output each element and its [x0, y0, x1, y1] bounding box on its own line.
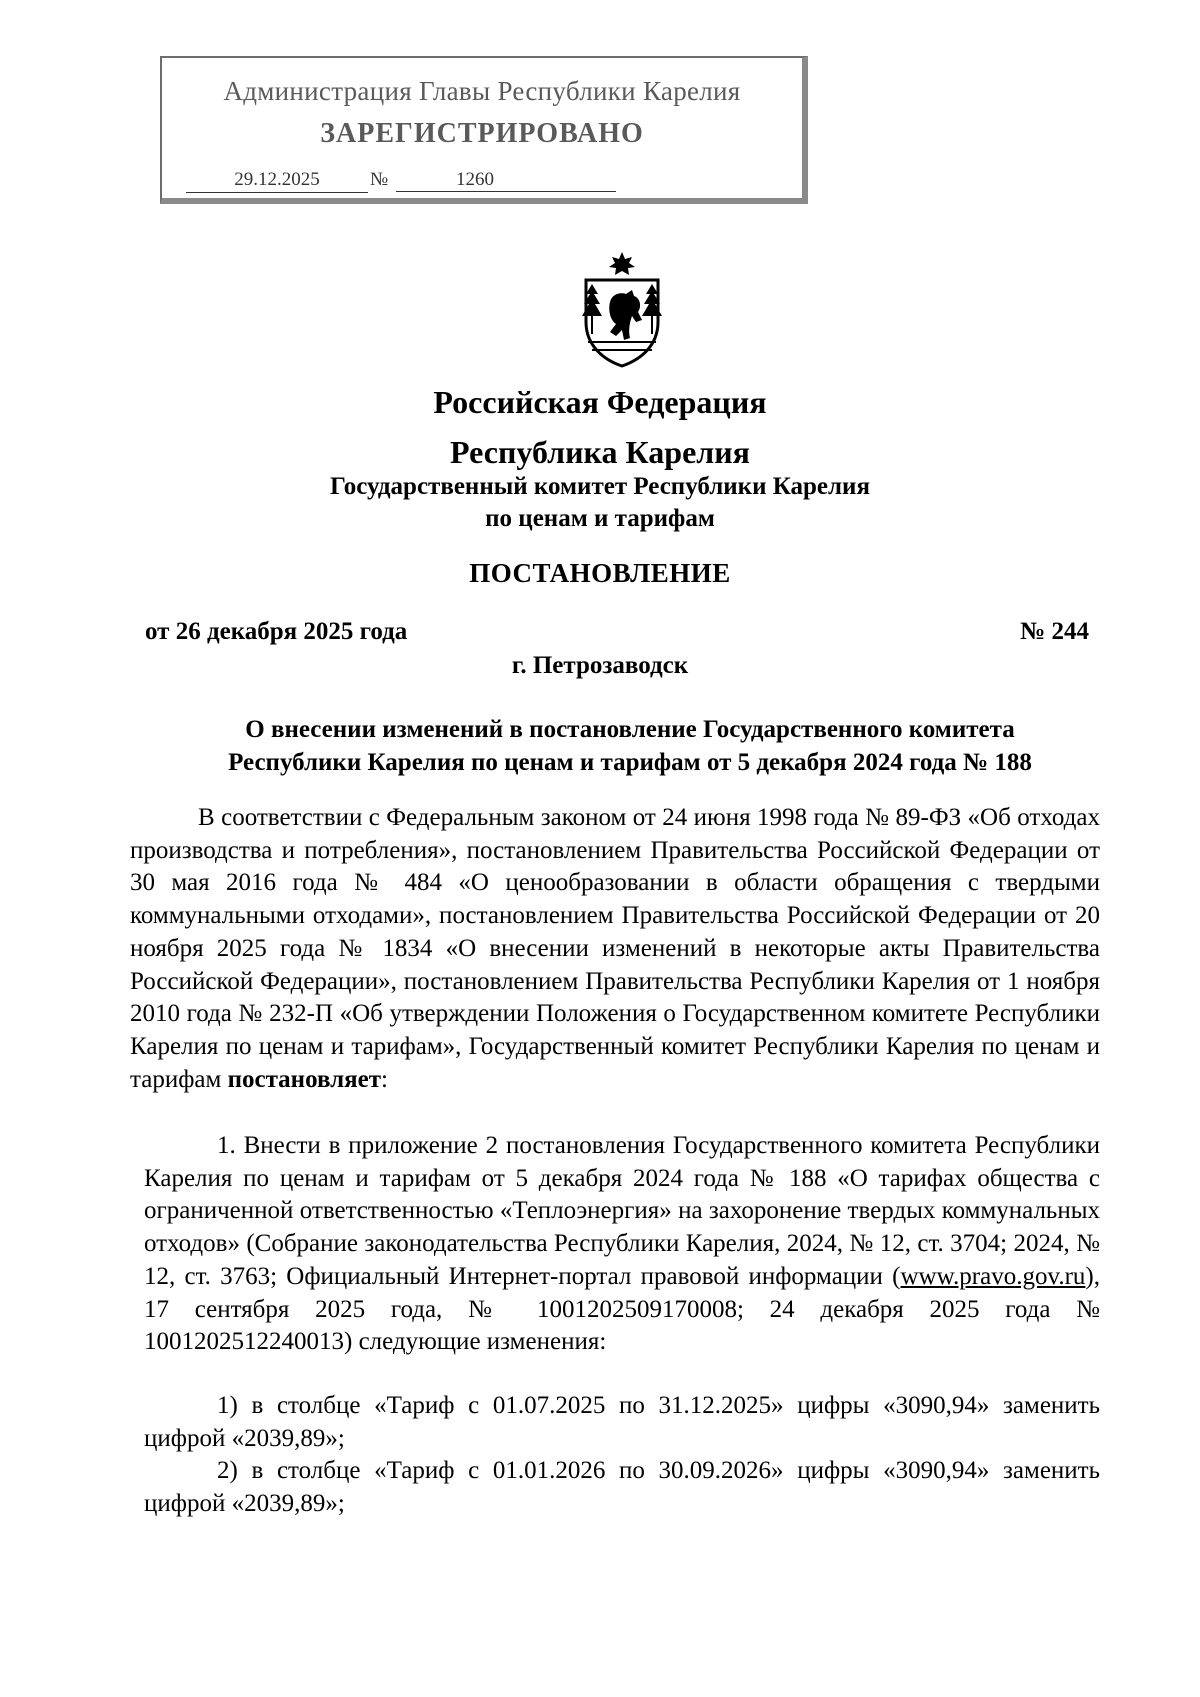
document-city: г. Петрозаводск — [511, 652, 689, 679]
coat-of-arms-emblem — [576, 250, 668, 368]
pravo-gov-link[interactable]: www.pravo.gov.ru — [900, 1262, 1086, 1290]
item-1-paragraph — [144, 1130, 1100, 1359]
header-organization-line2: по ценам и тарифам — [485, 505, 715, 532]
preamble-end: : — [381, 1065, 388, 1093]
preamble-text: В соответствии с Федеральным законом от 24 июня 1998 года № 89-ФЗ «Об отходах производства и потребления», постановлением Правительства Российской Федерации от 30 мая 2016 года № 484 «О ценообразовании в области обращения с твердыми коммунальными отходами», постановлением Правительства Российской Федерации от 20 ноября 2025 года № 1834 «О внесении изменений в некоторые акты Правительства Российской Федерации», постановлением Правительства Республики Карелия от 1 ноября 2010 года № 232-П «Об утверждении Положения о Государственном комитете Республики Карелия по ценам и тарифам», Государственный комитет Республики Карелия по ценам и тарифам — [130, 804, 1100, 1093]
document-type: ПОСТАНОВЛЕНИЕ — [469, 558, 731, 588]
subject-line2: Республики Карелия по ценам и тарифам от 5 декабря 2024 года № 188 — [228, 749, 1032, 776]
item-1-text-after-link: ), 17 сентября 2025 года, № 1001202509170008; 24 декабря 2025 года № 1001202512240013) следующие изменения: — [144, 1262, 1100, 1356]
document-number: № 244 — [1020, 618, 1089, 645]
stamp-organization: Администрация Главы Республики Карелия — [223, 76, 741, 106]
header-organization-line1: Государственный комитет Республики Карелия — [330, 473, 870, 500]
document-date: от 26 декабря 2025 года — [145, 618, 408, 645]
stamp-status: ЗАРЕГИСТРИРОВАНО — [320, 118, 644, 149]
item-1-subitem-2: 2) в столбце «Тариф с 01.01.2026 по 30.09.2026» цифры «3090,94» заменить цифрой «2039,89»; — [144, 1457, 1100, 1517]
stamp-date: 29.12.2025 — [186, 168, 368, 193]
item-1-subitem-1: 1) в столбце «Тариф с 01.07.2025 по 31.12.2025» цифры «3090,94» заменить цифрой «2039,89»; — [144, 1392, 1100, 1452]
item-1-text-before-link: 1. Внести в приложение 2 постановления Государственного комитета Республики Карелия по ценам и тарифам от 5 декабря 2024 года № 188 «О тарифах общества с ограниченной ответственностью «Теплоэнергия» на захоронение твердых коммунальных отходов» (Собрание законодательства Республики Карелия, 2024, № 12, ст. 3704; 2024, № 12, ст. 3763; Официальный Интернет-портал правовой информации ( — [144, 1132, 1100, 1290]
document-subject — [160, 713, 1100, 779]
header-region: Республика Карелия — [450, 434, 750, 470]
header-country: Российская Федерация — [433, 384, 767, 420]
stamp-number-label: № — [370, 169, 389, 190]
stamp-number: 1260 — [396, 168, 616, 192]
subject-line1: О внесении изменений в постановление Государственного комитета — [245, 716, 1015, 743]
preamble-decision-word: постановляет — [227, 1065, 382, 1093]
registration-stamp — [160, 56, 808, 204]
preamble-paragraph — [130, 802, 1100, 1096]
